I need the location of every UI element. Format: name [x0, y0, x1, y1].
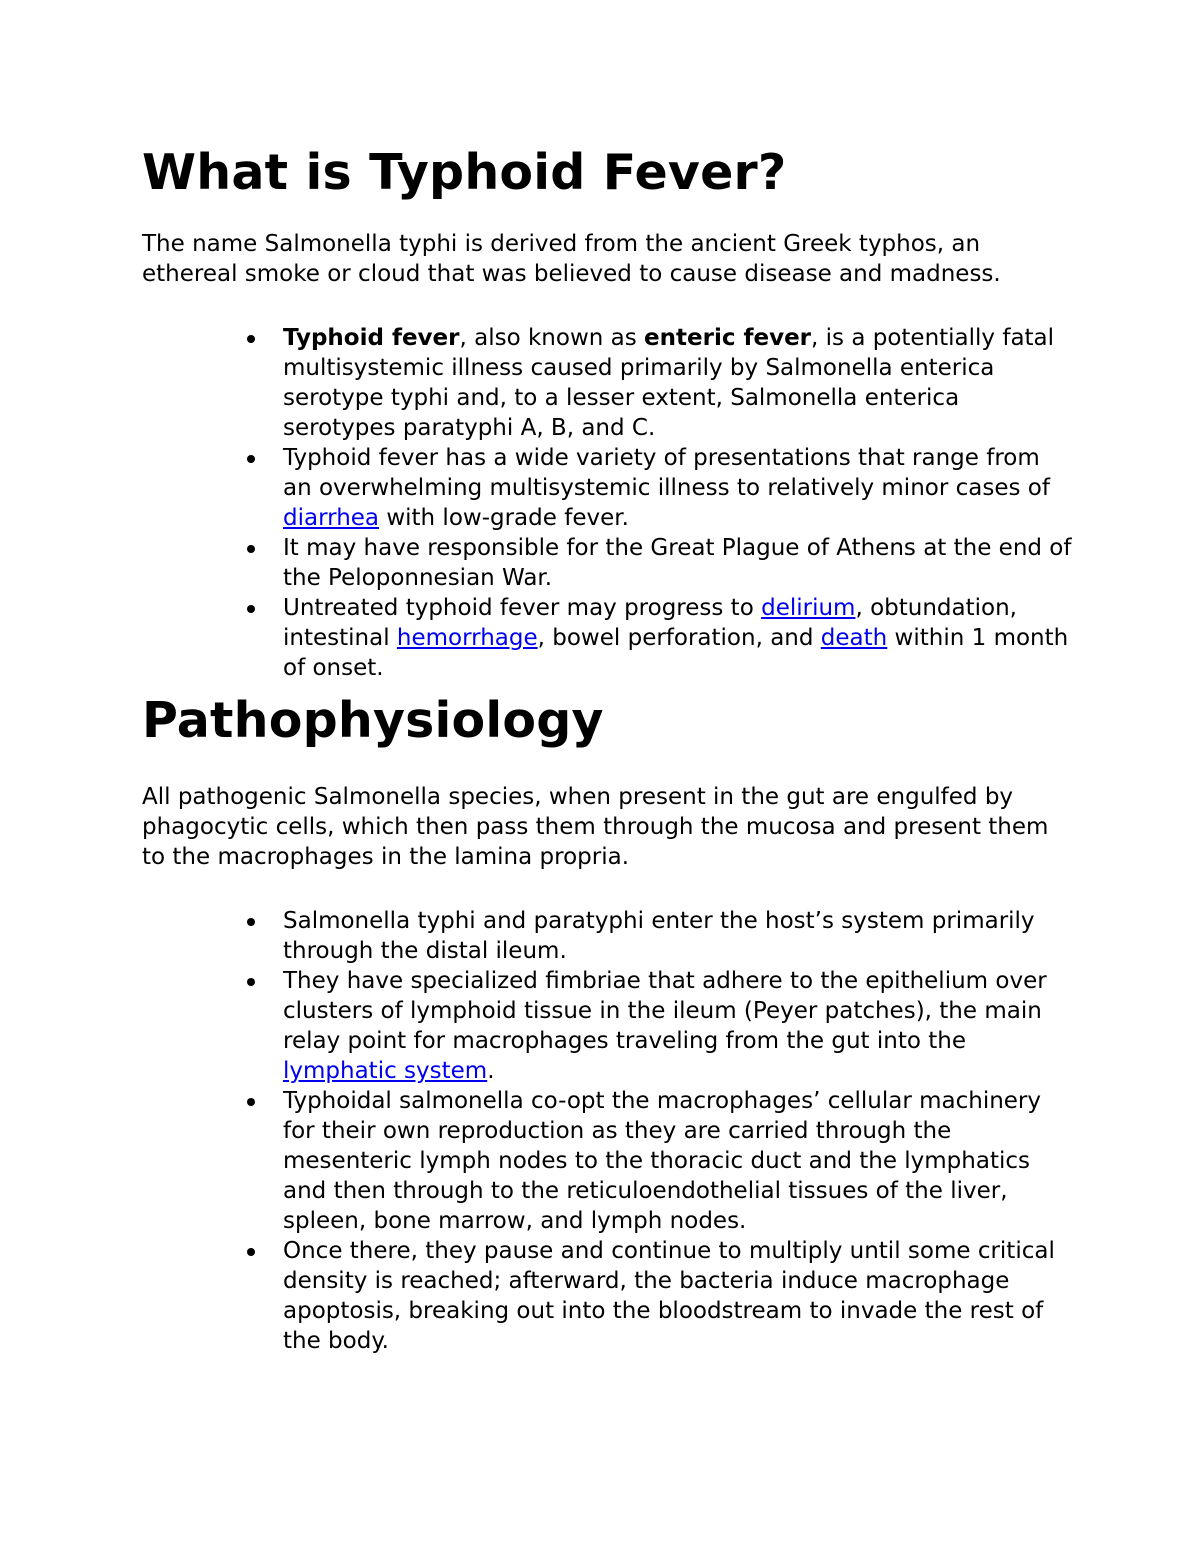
list-item	[283, 443, 1072, 533]
list-item	[283, 533, 1072, 593]
list-item-text: .	[487, 1058, 495, 1084]
bold-term: enteric fever	[644, 325, 812, 351]
pathophysiology-paragraph: All pathogenic Salmonella species, when present in the gut are engulfed by phagocytic cells, which then pass them through the mucosa and present them to the macrophages in the lamina propria.	[142, 784, 1049, 870]
bullet-icon	[247, 545, 255, 553]
typhoid-bullet-list	[142, 323, 1072, 683]
bold-term: Typhoid fever	[283, 325, 460, 351]
bullet-icon	[247, 1098, 255, 1106]
list-item-text: Typhoidal salmonella co-opt the macrophages’ cellular machinery for their own reproduction as they are carried through the mesenteric lymph nodes to the thoracic duct and the lymphatics and then through to the reticuloendothelial tissues of the liver, spleen, bone marrow, and lymph nodes.	[283, 1088, 1042, 1234]
list-item-text: Once there, they pause and continue to multiply until some critical density is reached; afterward, the bacteria induce macrophage apoptosis, breaking out into the bloodstream to invade the rest of the body.	[283, 1238, 1055, 1354]
link-hemorrhage[interactable]: hemorrhage	[396, 625, 538, 651]
bullet-icon	[247, 918, 255, 926]
list-item-text: Typhoid fever has a wide variety of presentations that range from an overwhelming multisystemic illness to relatively minor cases of	[283, 445, 1050, 501]
bullet-icon	[247, 978, 255, 986]
heading-pathophysiology: Pathophysiology	[142, 692, 604, 749]
bullet-icon	[247, 455, 255, 463]
list-item-text: They have specialized fimbriae that adhere to the epithelium over clusters of lymphoid tissue in the ileum (Peyer patches), the main relay point for macrophages traveling from the gut into the	[283, 968, 1047, 1054]
link-delirium[interactable]: delirium	[761, 595, 856, 621]
bullet-icon	[247, 1248, 255, 1256]
intro-paragraph: The name Salmonella typhi is derived from the ancient Greek typhos, an ethereal smoke or cloud that was believed to cause disease and madness.	[142, 231, 1001, 287]
list-item	[283, 323, 1072, 443]
list-item-text: , is a potentially fatal multisystemic illness caused primarily by Salmonella enterica serotype typhi and, to a lesser extent, Salmonella enterica serotypes paratyphi A, B, and C.	[283, 325, 1055, 441]
link-diarrhea[interactable]: diarrhea	[283, 505, 380, 531]
list-item	[283, 906, 1072, 966]
list-item-text: with low-grade fever.	[379, 505, 629, 531]
list-item-text: , obtundation, intestinal	[283, 595, 1017, 651]
list-item-text: , bowel perforation, and	[537, 625, 821, 651]
pathophysiology-bullet-list	[142, 906, 1072, 1356]
link-death[interactable]: death	[820, 625, 888, 651]
bullet-icon	[247, 335, 255, 343]
list-item	[283, 1236, 1072, 1356]
heading-typhoid-fever: What is Typhoid Fever?	[142, 144, 787, 201]
list-item	[283, 966, 1072, 1086]
list-item	[283, 593, 1072, 683]
list-item-text: within 1 month of onset.	[283, 625, 1069, 681]
list-item-text: It may have responsible for the Great Plague of Athens at the end of the Peloponnesian War.	[283, 535, 1072, 591]
list-item-text: , also known as	[459, 325, 645, 351]
list-item-text: Salmonella typhi and paratyphi enter the host’s system primarily through the distal ileum.	[283, 908, 1035, 964]
list-item	[283, 1086, 1072, 1236]
link-lymphatic-system[interactable]: lymphatic system	[283, 1058, 488, 1084]
bullet-icon	[247, 605, 255, 613]
document-body	[142, 137, 1072, 1356]
list-item-text: Untreated typhoid fever may progress to	[283, 595, 762, 621]
